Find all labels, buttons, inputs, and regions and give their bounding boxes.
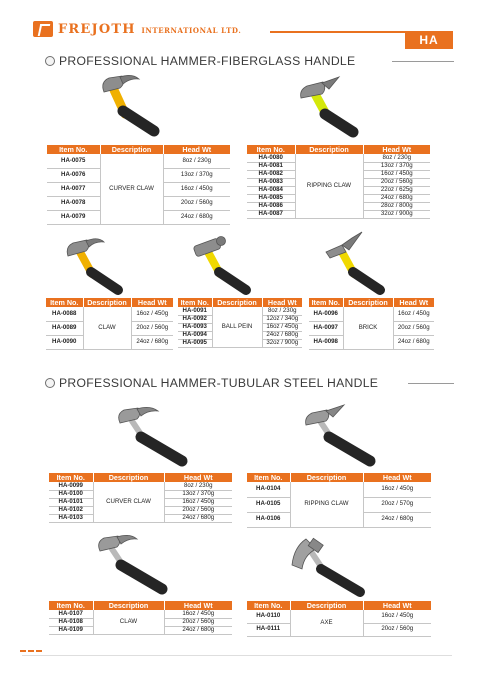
head-weight: 32oz / 900g xyxy=(363,210,430,218)
head-weight: 32oz / 900g xyxy=(262,339,302,347)
item-number: HA-0086 xyxy=(247,202,295,210)
table-row xyxy=(247,482,431,497)
item-number: HA-0089 xyxy=(46,321,83,335)
head-weight: 20oz / 560g xyxy=(363,178,430,186)
description-cell: CLAW xyxy=(93,610,164,634)
col-header-description: Description xyxy=(93,601,164,610)
catalog-code-tab: HA xyxy=(405,31,453,49)
table-row xyxy=(247,610,431,623)
col-header-item: Item No. xyxy=(247,601,290,610)
brand-logo-icon xyxy=(33,21,53,37)
col-header-head-weight: Head Wt xyxy=(363,601,431,610)
item-number: HA-0096 xyxy=(309,307,343,321)
col-header-head-weight: Head Wt xyxy=(163,145,230,154)
item-number: HA-0078 xyxy=(47,196,100,210)
col-header-head-weight: Head Wt xyxy=(363,145,430,154)
head-weight: 16oz / 450g xyxy=(363,610,431,623)
col-header-description: Description xyxy=(343,298,393,307)
spec-table-fiberglass-brick xyxy=(309,298,434,350)
item-number: HA-0097 xyxy=(309,321,343,335)
head-weight: 16oz / 450g xyxy=(363,482,431,497)
head-weight: 16oz / 450g xyxy=(131,307,173,321)
col-header-item: Item No. xyxy=(47,145,100,154)
item-number: HA-0103 xyxy=(49,514,93,522)
head-weight: 28oz / 800g xyxy=(363,202,430,210)
brand-sub-text: INTERNATIONAL LTD. xyxy=(141,26,242,35)
head-weight: 16oz / 450g xyxy=(393,307,434,321)
head-weight: 13oz / 370g xyxy=(163,168,230,182)
head-weight: 16oz / 450g xyxy=(363,170,430,178)
spec-table-fiberglass-ball-pein xyxy=(178,298,302,348)
item-number: HA-0084 xyxy=(247,186,295,194)
head-weight: 24oz / 680g xyxy=(262,331,302,339)
col-header-description: Description xyxy=(290,601,363,610)
item-number: HA-0108 xyxy=(49,618,93,626)
steel-curved-claw-hammer-image xyxy=(110,405,210,475)
col-header-head-weight: Head Wt xyxy=(262,298,302,307)
head-weight: 24oz / 680g xyxy=(164,514,232,522)
head-weight: 8oz / 230g xyxy=(262,307,302,315)
section-rule xyxy=(408,383,454,384)
item-number: HA-0105 xyxy=(247,497,290,512)
description-cell: CURVER CLAW xyxy=(93,482,164,522)
table-row xyxy=(309,307,434,321)
item-number: HA-0085 xyxy=(247,194,295,202)
spec-table-steel-axe xyxy=(247,601,431,637)
item-number: HA-0079 xyxy=(47,210,100,224)
item-number: HA-0076 xyxy=(47,168,100,182)
fiberglass-brick-hammer-image xyxy=(322,236,412,302)
item-number: HA-0100 xyxy=(49,490,93,498)
section-bullet-icon xyxy=(45,56,55,66)
item-number: HA-0075 xyxy=(47,154,100,168)
fiberglass-claw-hammer-image xyxy=(62,236,152,302)
col-header-description: Description xyxy=(83,298,131,307)
description-cell: BALL PEIN xyxy=(212,307,262,347)
fiberglass-ripping-claw-hammer-image xyxy=(295,76,395,146)
section-bullet-icon xyxy=(45,378,55,388)
col-header-item: Item No. xyxy=(178,298,212,307)
col-header-head-weight: Head Wt xyxy=(131,298,173,307)
col-header-description: Description xyxy=(290,473,363,482)
col-header-description: Description xyxy=(295,145,363,154)
col-header-description: Description xyxy=(93,473,164,482)
col-header-item: Item No. xyxy=(46,298,83,307)
item-number: HA-0092 xyxy=(178,315,212,323)
head-weight: 20oz / 560g xyxy=(164,506,232,514)
table-row xyxy=(49,610,232,618)
head-weight: 8oz / 230g xyxy=(163,154,230,168)
description-cell: RIPPING CLAW xyxy=(290,482,363,527)
table-row xyxy=(49,482,232,490)
item-number: HA-0095 xyxy=(178,339,212,347)
brand-name xyxy=(58,22,241,37)
item-number: HA-0091 xyxy=(178,307,212,315)
item-number: HA-0104 xyxy=(247,482,290,497)
col-header-head-weight: Head Wt xyxy=(393,298,434,307)
head-weight: 24oz / 680g xyxy=(163,210,230,224)
item-number: HA-0094 xyxy=(178,331,212,339)
item-number: HA-0111 xyxy=(247,623,290,636)
description-cell: CURVER CLAW xyxy=(100,154,163,224)
head-weight: 16oz / 450g xyxy=(163,182,230,196)
header-rule xyxy=(270,31,405,33)
fiberglass-curved-claw-hammer-image xyxy=(92,72,192,142)
spec-table-fiberglass-claw xyxy=(46,298,173,350)
table-row xyxy=(247,154,430,162)
item-number: HA-0098 xyxy=(309,335,343,349)
fiberglass-section-title: PROFESSIONAL HAMMER-FIBERGLASS HANDLE xyxy=(59,54,356,68)
item-number: HA-0088 xyxy=(46,307,83,321)
item-number: HA-0087 xyxy=(247,210,295,218)
fiberglass-section-heading xyxy=(45,53,355,69)
spec-table-fiberglass-ripping-claw xyxy=(247,145,430,219)
steel-ripping-claw-hammer-image xyxy=(300,405,400,475)
item-number: HA-0081 xyxy=(247,162,295,170)
table-row xyxy=(46,307,173,321)
head-weight: 20oz / 560g xyxy=(164,618,232,626)
footer-mark xyxy=(20,650,42,653)
item-number: HA-0106 xyxy=(247,512,290,527)
col-header-item: Item No. xyxy=(247,473,290,482)
head-weight: 16oz / 450g xyxy=(164,498,232,506)
head-weight: 8oz / 230g xyxy=(363,154,430,162)
description-cell: AXE xyxy=(290,610,363,636)
description-cell: BRICK xyxy=(343,307,393,349)
head-weight: 20oz / 560g xyxy=(363,623,431,636)
steel-section-title: PROFESSIONAL HAMMER-TUBULAR STEEL HANDLE xyxy=(59,376,379,390)
steel-claw-hammer-image xyxy=(92,533,192,603)
head-weight: 16oz / 450g xyxy=(164,610,232,618)
item-number: HA-0101 xyxy=(49,498,93,506)
item-number: HA-0090 xyxy=(46,335,83,349)
head-weight: 24oz / 680g xyxy=(393,335,434,349)
spec-table-steel-claw xyxy=(49,601,232,635)
item-number: HA-0102 xyxy=(49,506,93,514)
item-number: HA-0083 xyxy=(247,178,295,186)
col-header-head-weight: Head Wt xyxy=(164,601,232,610)
description-cell: RIPPING CLAW xyxy=(295,154,363,218)
head-weight: 20oz / 560g xyxy=(393,321,434,335)
head-weight: 8oz / 230g xyxy=(164,482,232,490)
col-header-item: Item No. xyxy=(49,473,93,482)
col-header-item: Item No. xyxy=(49,601,93,610)
item-number: HA-0080 xyxy=(247,154,295,162)
head-weight: 20oz / 560g xyxy=(163,196,230,210)
head-weight: 12oz / 340g xyxy=(262,315,302,323)
head-weight: 24oz / 680g xyxy=(363,512,431,527)
head-weight: 24oz / 680g xyxy=(164,626,232,634)
head-weight: 24oz / 680g xyxy=(131,335,173,349)
spec-table-fiberglass-curver-claw xyxy=(47,145,230,225)
fiberglass-ball-pein-hammer-image xyxy=(190,236,280,302)
item-number: HA-0082 xyxy=(247,170,295,178)
steel-section-heading xyxy=(45,375,378,391)
item-number: HA-0077 xyxy=(47,182,100,196)
head-weight: 13oz / 370g xyxy=(164,490,232,498)
col-header-description: Description xyxy=(100,145,163,154)
item-number: HA-0099 xyxy=(49,482,93,490)
item-number: HA-0093 xyxy=(178,323,212,331)
item-number: HA-0107 xyxy=(49,610,93,618)
footer-rule xyxy=(22,655,452,656)
item-number: HA-0110 xyxy=(247,610,290,623)
spec-table-steel-ripping-claw xyxy=(247,473,431,528)
head-weight: 20oz / 570g xyxy=(363,497,431,512)
col-header-description: Description xyxy=(212,298,262,307)
steel-axe-image xyxy=(290,535,390,605)
table-row xyxy=(47,154,230,168)
description-cell: CLAW xyxy=(83,307,131,349)
item-number: HA-0109 xyxy=(49,626,93,634)
section-rule xyxy=(392,61,454,62)
head-weight: 20oz / 560g xyxy=(131,321,173,335)
col-header-head-weight: Head Wt xyxy=(363,473,431,482)
head-weight: 16oz / 450g xyxy=(262,323,302,331)
col-header-item: Item No. xyxy=(247,145,295,154)
head-weight: 24oz / 680g xyxy=(363,194,430,202)
head-weight: 13oz / 370g xyxy=(363,162,430,170)
col-header-head-weight: Head Wt xyxy=(164,473,232,482)
head-weight: 22oz / 625g xyxy=(363,186,430,194)
spec-table-steel-curver-claw xyxy=(49,473,232,523)
col-header-item: Item No. xyxy=(309,298,343,307)
brand-main-text: FREJOTH xyxy=(58,22,136,37)
table-row xyxy=(178,307,302,315)
